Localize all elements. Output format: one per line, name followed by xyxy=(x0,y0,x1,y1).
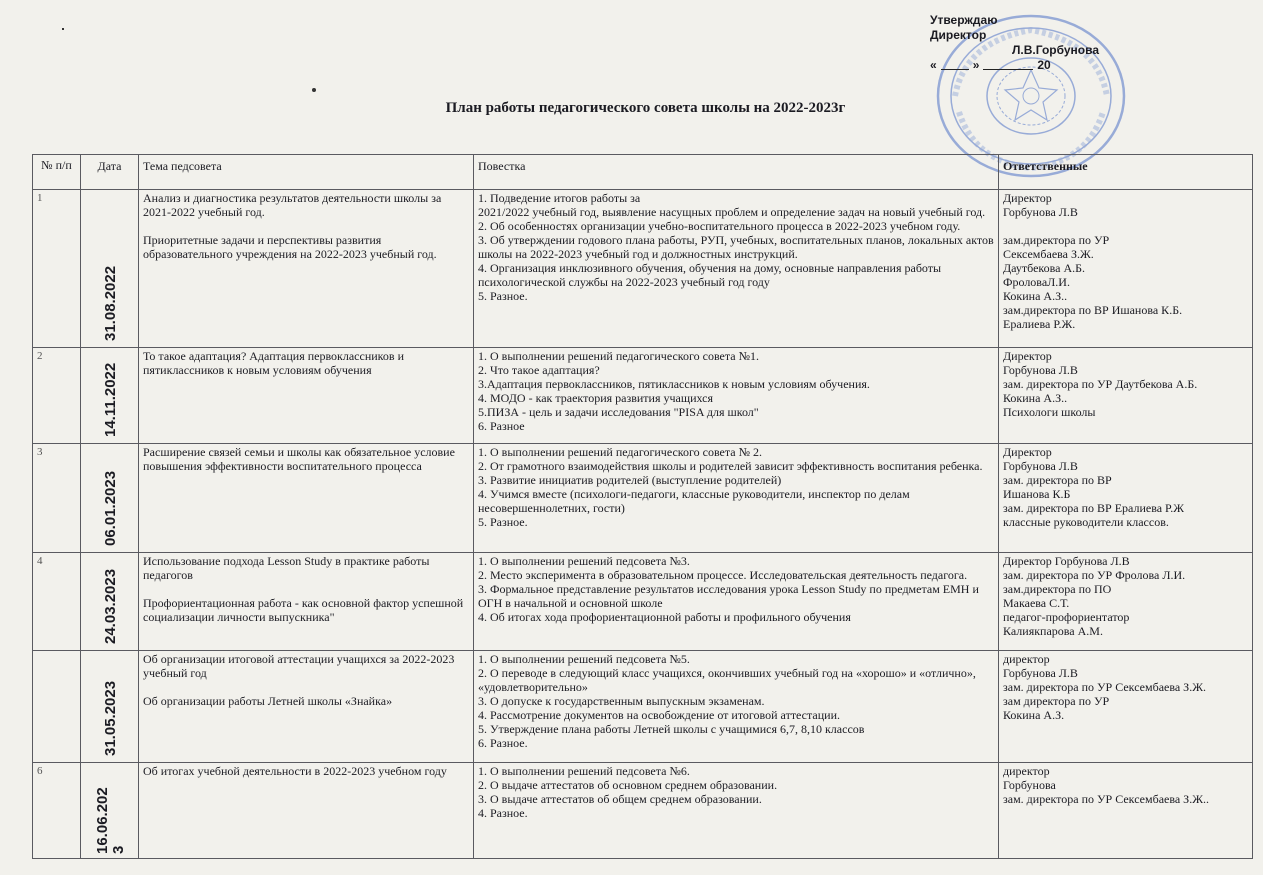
row-number: 2 xyxy=(33,348,81,444)
row-date-part-2: 3 xyxy=(110,845,127,854)
row-agenda-cell xyxy=(474,553,999,651)
row-date-cell xyxy=(81,190,139,348)
row-responsible-line: зам. директора по УР Сексембаева З.Ж. xyxy=(1003,680,1206,694)
row-responsible-cell xyxy=(999,348,1253,444)
row-date-part-1: 16.06.202 xyxy=(94,787,111,854)
table-row xyxy=(33,190,1253,348)
row-responsible-line: Горбунова Л.В xyxy=(1003,205,1078,219)
row-agenda-line: 6. Разное xyxy=(478,419,525,433)
row-date: 24.03.2023 xyxy=(102,568,119,644)
row-responsible-cell xyxy=(999,651,1253,763)
row-responsible-line: ФроловаЛ.И. xyxy=(1003,275,1070,289)
approval-position-label: Директор xyxy=(930,28,987,42)
row-agenda-line: 1. О выполнении решений педсовета №6. xyxy=(478,764,690,778)
approval-date-close-quote: » xyxy=(972,58,980,72)
row-topic-line: Расширение связей семьи и школы как обязательное условие повышения эффективности воспитательного процесса xyxy=(143,445,455,473)
approval-day-blank xyxy=(941,58,969,70)
row-responsible-line: Кокина А.З.. xyxy=(1003,391,1068,405)
row-topic-cell xyxy=(139,553,474,651)
row-responsible-cell xyxy=(999,763,1253,859)
row-agenda-line: 4. Учимся вместе (психологи-педагоги, классные руководители, инспектор по делам несовершеннолетних, гости) xyxy=(478,487,910,515)
row-number: 4 xyxy=(33,553,81,651)
row-number xyxy=(33,651,81,763)
row-topic-cell xyxy=(139,444,474,553)
row-agenda-line: 2. Место эксперимента в образовательном процессе. Исследовательская деятельность педагога. xyxy=(478,568,968,582)
row-responsible-line: Психологи школы xyxy=(1003,405,1096,419)
row-agenda-line: 3. О выдаче аттестатов об общем среднем образовании. xyxy=(478,792,762,806)
table-row xyxy=(33,444,1253,553)
row-agenda-line: 6. Разное. xyxy=(478,736,528,750)
row-agenda-line: 2. О переводе в следующий класс учащихся, окончивших учебный год на «хорошо» и «отлично», «удовлетворительно» xyxy=(478,666,976,694)
row-topic-line xyxy=(143,219,469,233)
row-responsible-line: директор xyxy=(1003,652,1050,666)
approval-date-open-quote: « xyxy=(930,58,937,72)
table-row xyxy=(33,553,1253,651)
row-agenda-line: 5. Утверждение плана работы Летней школы с учащимися 6,7, 8,10 классов xyxy=(478,722,865,736)
row-responsible-line: Горбунова Л.В xyxy=(1003,363,1078,377)
row-responsible-line: зам. директора по ВР xyxy=(1003,473,1112,487)
row-responsible-line: педагог-профориентатор xyxy=(1003,610,1130,624)
header-date: Дата xyxy=(81,155,139,190)
row-responsible-line: Кокина А.З.. xyxy=(1003,289,1068,303)
row-responsible-cell xyxy=(999,444,1253,553)
header-agenda: Повестка xyxy=(474,155,999,190)
row-agenda-line: 5. Разное. xyxy=(478,289,528,303)
row-agenda-line: 3.Адаптация первоклассников, пятиклассников к новым условиям обучения. xyxy=(478,377,870,391)
scan-speck xyxy=(62,28,64,30)
row-responsible-line: зам.директора по ПО xyxy=(1003,582,1112,596)
approval-heading: Утверждаю xyxy=(930,13,998,27)
row-agenda-cell xyxy=(474,190,999,348)
row-responsible-line: зам. директора по УР Даутбекова А.Б. xyxy=(1003,377,1198,391)
row-responsible-line: зам. директора по ВР Ералиева Р.Ж xyxy=(1003,501,1184,515)
row-agenda-line: 4. Об итогах хода профориентационной работы и профильного обучения xyxy=(478,610,851,624)
row-responsible-line: Горбунова xyxy=(1003,778,1056,792)
row-agenda-line: 5. Разное. xyxy=(478,515,528,529)
table-row xyxy=(33,651,1253,763)
row-responsible-line: зам.директора по ВР Ишанова К.Б. xyxy=(1003,303,1183,317)
approval-block xyxy=(930,13,1099,73)
approval-signatory: Л.В.Горбунова xyxy=(1012,43,1100,57)
row-topic-line: Профориентационная работа - как основной фактор успешной социализации личности выпускника" xyxy=(143,596,464,624)
row-responsible-line: Директор xyxy=(1003,445,1052,459)
row-responsible-line: Горбунова Л.В xyxy=(1003,666,1078,680)
row-agenda-line: 4. МОДО - как траектория развития учащихся xyxy=(478,391,713,405)
row-responsible-line: зам директора по УР xyxy=(1003,694,1110,708)
row-number: 3 xyxy=(33,444,81,553)
table-row xyxy=(33,348,1253,444)
row-agenda-cell xyxy=(474,651,999,763)
approval-year: 20 xyxy=(1037,58,1051,72)
row-topic-line: Анализ и диагностика результатов деятельности школы за 2021-2022 учебный год. xyxy=(143,191,442,219)
row-agenda-line: 2. От грамотного взаимодействия школы и родителей зависит эффективность воспитания ребенка. xyxy=(478,459,983,473)
row-agenda-line: 3. О допуске к государственным выпускным экзаменам. xyxy=(478,694,765,708)
row-topic-cell xyxy=(139,763,474,859)
row-responsible-line: Сексембаева З.Ж. xyxy=(1003,247,1094,261)
row-responsible-line: Горбунова Л.В xyxy=(1003,459,1078,473)
row-agenda-line: 1. Подведение итогов работы за xyxy=(478,191,641,205)
row-agenda-line: 3. Формальное представление результатов исследования урока Lesson Study по предметам ЕМН и ОГН в начальной и основной школе xyxy=(478,582,979,610)
row-responsible-line: зам.директора по УР xyxy=(1003,233,1110,247)
document-title-text: План работы педагогического совета школы на 2022-2023г xyxy=(445,100,846,116)
header-responsible-label: Ответственные xyxy=(1003,159,1088,173)
row-topic-cell xyxy=(139,190,474,348)
row-agenda-cell xyxy=(474,444,999,553)
row-date: 06.01.2023 xyxy=(102,470,119,546)
row-agenda-line: 1. О выполнении решений педагогического совета №1. xyxy=(478,349,760,363)
row-agenda-line: 1. О выполнении решений педсовета №5. xyxy=(478,652,690,666)
row-date: 14.11.2022 xyxy=(102,362,119,437)
row-responsible-line: Макаева С.Т. xyxy=(1003,596,1070,610)
row-agenda-cell xyxy=(474,763,999,859)
row-topic-line: Об итогах учебной деятельности в 2022-2023 учебном году xyxy=(143,764,447,778)
row-topic-line: То такое адаптация? Адаптация первоклассников и пятиклассников к новым условиям обучения xyxy=(143,349,404,377)
row-date-cell xyxy=(81,651,139,763)
row-date-cell xyxy=(81,348,139,444)
row-responsible-cell xyxy=(999,190,1253,348)
row-topic-line: Приоритетные задачи и перспективы развития образовательного учреждения на 2022-2023 учебный год. xyxy=(143,233,437,261)
row-topic-line xyxy=(143,680,469,694)
row-responsible-line: Директор xyxy=(1003,191,1052,205)
scan-speck xyxy=(312,88,316,92)
row-date: 31.08.2022 xyxy=(102,265,119,341)
row-responsible-line: Директор Горбунова Л.В xyxy=(1003,554,1130,568)
table-header-row xyxy=(33,155,1253,190)
row-topic-cell xyxy=(139,348,474,444)
header-responsible xyxy=(999,155,1253,190)
row-agenda-line: 4. Рассмотрение документов на освобождение от итоговой аттестации. xyxy=(478,708,840,722)
row-number: 6 xyxy=(33,763,81,859)
row-date-cell xyxy=(81,553,139,651)
row-topic-cell xyxy=(139,651,474,763)
row-agenda-line: 3. Об утверждении годового плана работы, РУП, учебных, воспитательных планов, локальных актов школы на 2022-2023 учебный год и должностных инструкций. xyxy=(478,233,994,261)
table-row xyxy=(33,763,1253,859)
row-agenda-line: 4. Разное. xyxy=(478,806,528,820)
row-agenda-line: 2. Что такое адаптация? xyxy=(478,363,600,377)
row-agenda-line: 3. Развитие инициатив родителей (выступление родителей) xyxy=(478,473,782,487)
row-date-cell xyxy=(81,444,139,553)
row-date: 31.05.2023 xyxy=(102,680,119,756)
row-topic-line xyxy=(143,582,469,596)
row-responsible-line: зам. директора по УР Фролова Л.И. xyxy=(1003,568,1186,582)
row-agenda-line: 2021/2022 учебный год, выявление насущных проблем и определение задач на новый учебный год. xyxy=(478,205,986,219)
row-responsible-line: Кокина А.З. xyxy=(1003,708,1065,722)
pedagogical-council-plan-table xyxy=(32,154,1253,859)
row-responsible-line: зам. директора по УР Сексембаева З.Ж.. xyxy=(1003,792,1209,806)
row-responsible-line: Ералиева Р.Ж. xyxy=(1003,317,1076,331)
row-number: 1 xyxy=(33,190,81,348)
approval-date-line xyxy=(930,58,1099,73)
document-title xyxy=(0,100,1263,117)
row-responsible-line: классные руководители классов. xyxy=(1003,515,1169,529)
row-responsible-line: Калиякпарова А.М. xyxy=(1003,624,1103,638)
row-agenda-line: 4. Организация инклюзивного обучения, обучения на дому, основные направления работы психологической службы на 2022-2023 учебный год году xyxy=(478,261,942,289)
row-topic-line: Об организации итоговой аттестации учащихся за 2022-2023 учебный год xyxy=(143,652,455,680)
row-agenda-cell xyxy=(474,348,999,444)
row-responsible-line: директор xyxy=(1003,764,1050,778)
row-agenda-line: 2. О выдаче аттестатов об основном среднем образовании. xyxy=(478,778,778,792)
row-topic-line: Использование подхода Lesson Study в практике работы педагогов xyxy=(143,554,430,582)
row-responsible-line: Даутбекова А.Б. xyxy=(1003,261,1086,275)
header-num: № п/п xyxy=(33,155,81,190)
row-agenda-line: 5.ПИЗА - цель и задачи исследования "PISA для школ" xyxy=(478,405,759,419)
row-responsible-line: Ишанова К.Б xyxy=(1003,487,1071,501)
row-date-cell xyxy=(81,763,139,859)
row-responsible-line xyxy=(1003,219,1248,233)
row-agenda-line: 1. О выполнении решений педагогического совета № 2. xyxy=(478,445,763,459)
table-body xyxy=(33,190,1253,859)
row-agenda-line: 1. О выполнении решений педсовета №3. xyxy=(478,554,690,568)
row-topic-line: Об организации работы Летней школы «Знайка» xyxy=(143,694,393,708)
header-topic: Тема педсовета xyxy=(139,155,474,190)
approval-position xyxy=(930,28,1099,43)
approval-month-blank xyxy=(983,58,1033,70)
row-agenda-line: 2. Об особенностях организации учебно-воспитательного процесса в 2022-2023 учебном году. xyxy=(478,219,961,233)
row-responsible-cell xyxy=(999,553,1253,651)
row-responsible-line: Директор xyxy=(1003,349,1052,363)
